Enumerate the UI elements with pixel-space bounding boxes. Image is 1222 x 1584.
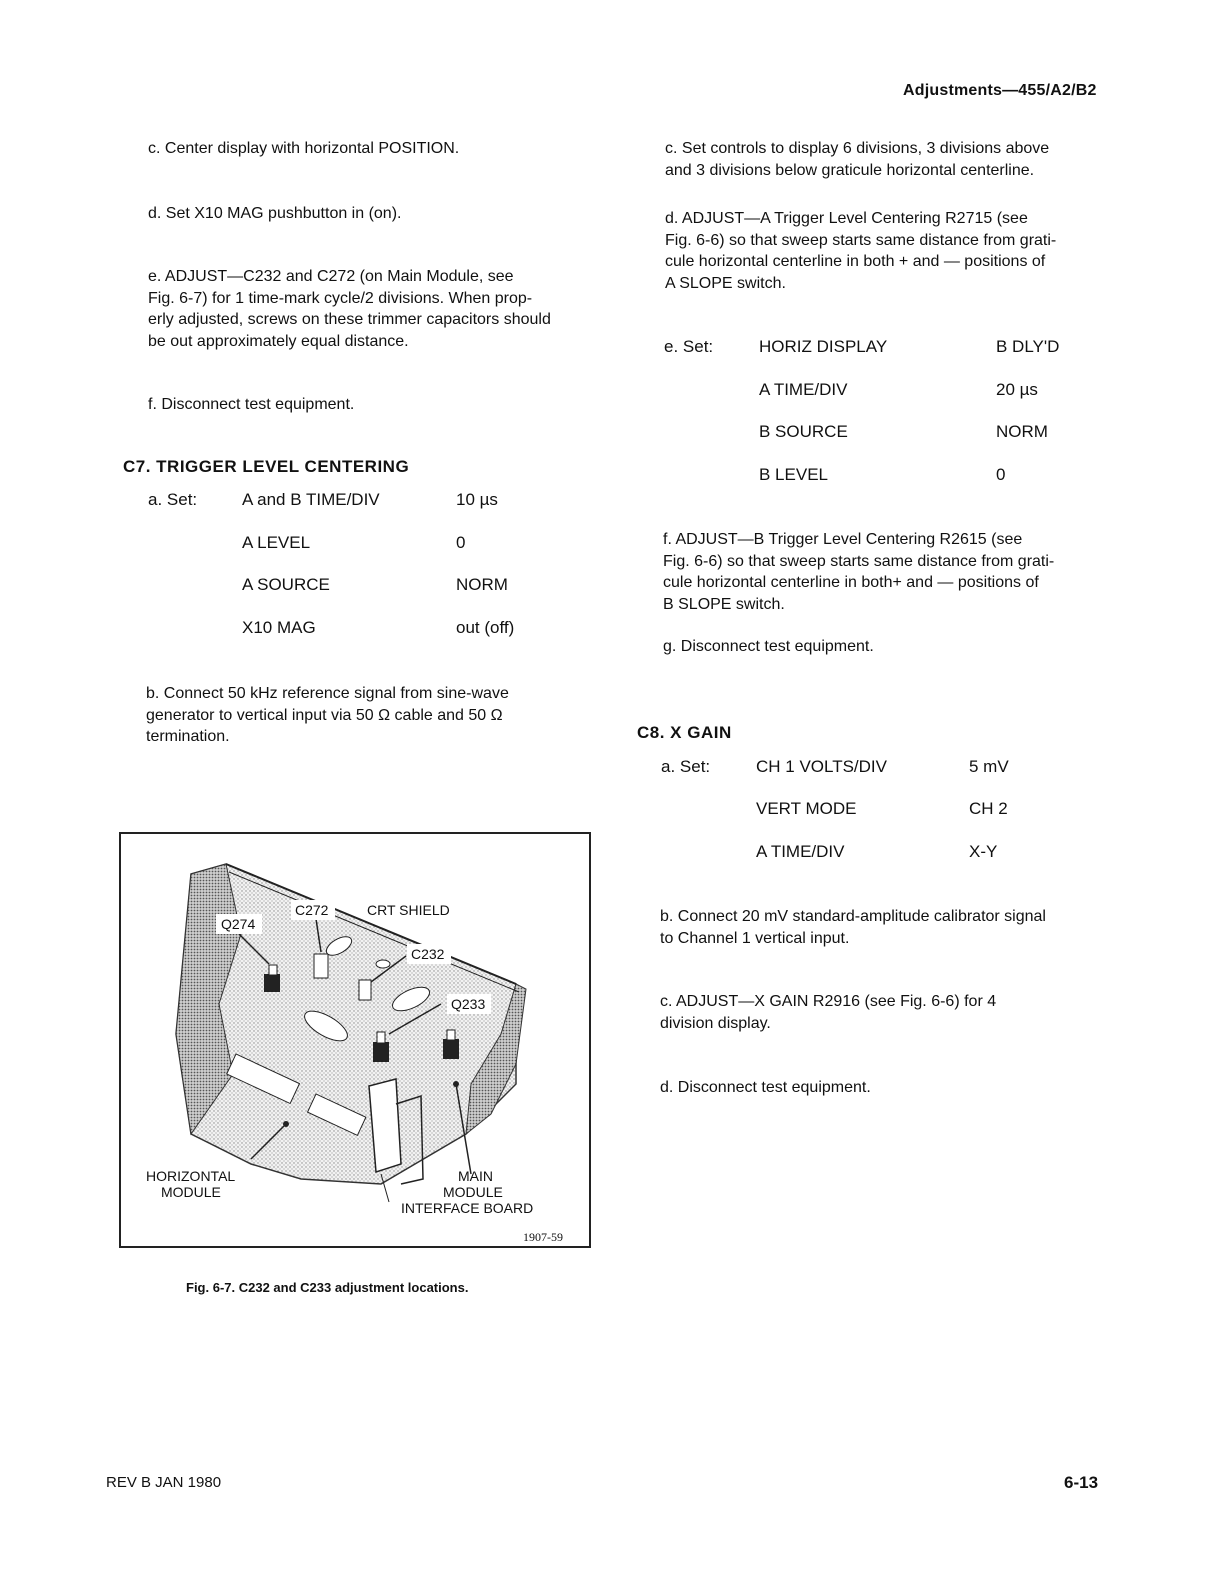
label-module-left: MODULE	[161, 1184, 221, 1200]
page-header: Adjustments—455/A2/B2	[903, 82, 1097, 99]
figure-illustration	[121, 834, 589, 1246]
c8-step-c	[660, 991, 996, 1034]
c8-control-1: VERT MODE	[756, 799, 857, 818]
text-line: Fig. 6-6) so that sweep starts same distance from grati-	[663, 552, 1055, 570]
c8-set-label: a. Set:	[661, 757, 711, 776]
c7-control-3: X10 MAG	[242, 618, 316, 637]
e-control-0: HORIZ DISPLAY	[759, 337, 888, 356]
c8-value-0: 5 mV	[969, 757, 1009, 776]
figure-number: 1907-59	[523, 1230, 563, 1244]
e-control-1: A TIME/DIV	[759, 380, 848, 399]
e-control-3: B LEVEL	[759, 465, 828, 484]
e-control-2: B SOURCE	[759, 422, 848, 441]
label-q274: Q274	[221, 916, 256, 932]
c8-value-1: CH 2	[969, 799, 1008, 818]
label-horizontal: HORIZONTAL	[146, 1168, 236, 1184]
step-f-right	[663, 529, 1054, 615]
text-line: and 3 divisions below graticule horizontal centerline.	[665, 161, 1035, 179]
text-line: d. ADJUST—A Trigger Level Centering R2715 (see	[665, 210, 1028, 227]
step-e-left	[148, 266, 551, 352]
step-d-right	[665, 208, 1056, 294]
text-line: cule horizontal centerline in both + and — positions of	[665, 253, 1046, 270]
label-module-right: MODULE	[443, 1184, 503, 1200]
c7-control-0: A and B TIME/DIV	[242, 490, 380, 509]
c7-step-b	[146, 683, 509, 748]
label-c232: C232	[411, 946, 445, 962]
text-line: e. ADJUST—C232 and C272 (on Main Module, see	[148, 268, 514, 285]
label-c272: C272	[295, 902, 329, 918]
text-line: erly adjusted, screws on these trimmer capacitors should	[148, 311, 551, 328]
label-interface-board: INTERFACE BOARD	[401, 1200, 534, 1216]
step-d-left: d. Set X10 MAG pushbutton in (on).	[148, 205, 402, 222]
label-q233: Q233	[451, 996, 486, 1012]
c8-control-2: A TIME/DIV	[756, 842, 845, 861]
c8-value-2: X-Y	[969, 842, 998, 861]
figure-frame	[119, 832, 591, 1248]
component-c232	[376, 960, 390, 968]
text-line: division display.	[660, 1014, 771, 1032]
section-c7-heading: C7. TRIGGER LEVEL CENTERING	[123, 457, 410, 476]
text-line: generator to vertical input via 50 Ω cable and 50 Ω	[146, 706, 503, 724]
step-c-left: c. Center display with horizontal POSITION.	[148, 140, 460, 157]
e-value-3: 0	[996, 465, 1006, 484]
step-c-right	[665, 138, 1049, 181]
text-line: c. ADJUST—X GAIN R2916 (see Fig. 6-6) for 4	[660, 993, 997, 1010]
text-line: to Channel 1 vertical input.	[660, 929, 850, 947]
e-value-0: B DLY'D	[996, 337, 1060, 356]
c7-control-1: A LEVEL	[242, 533, 311, 552]
c7-value-2: NORM	[456, 575, 508, 594]
c8-step-d: d. Disconnect test equipment.	[660, 1079, 871, 1096]
e-value-1: 20 µs	[996, 380, 1038, 399]
c8-control-0: CH 1 VOLTS/DIV	[756, 757, 887, 776]
text-line: cule horizontal centerline in both+ and — positions of	[663, 574, 1039, 591]
c7-value-0: 10 µs	[456, 490, 498, 509]
c7-control-2: A SOURCE	[242, 575, 330, 594]
text-line: be out approximately equal distance.	[148, 332, 409, 350]
text-line: A SLOPE switch.	[665, 274, 786, 292]
footer-revision: REV B JAN 1980	[106, 1474, 222, 1491]
c7-value-3: out (off)	[456, 618, 515, 637]
label-main: MAIN	[458, 1168, 493, 1184]
c7-value-1: 0	[456, 533, 466, 552]
text-line: f. ADJUST—B Trigger Level Centering R2615 (see	[663, 531, 1023, 548]
c7-set-label: a. Set:	[148, 490, 198, 509]
e-set-label: e. Set:	[664, 337, 714, 356]
text-line: B SLOPE switch.	[663, 595, 785, 613]
text-line: c. Set controls to display 6 divisions, 3 divisions above	[665, 140, 1050, 157]
page-number: 6-13	[1064, 1473, 1099, 1492]
section-c8-heading: C8. X GAIN	[637, 723, 732, 742]
step-f-left: f. Disconnect test equipment.	[148, 396, 355, 413]
text-line: Fig. 6-6) so that sweep starts same distance from grati-	[665, 231, 1057, 249]
e-value-2: NORM	[996, 422, 1048, 441]
text-line: Fig. 6-7) for 1 time-mark cycle/2 divisions. When prop-	[148, 289, 533, 307]
text-line: b. Connect 50 kHz reference signal from sine-wave	[146, 685, 509, 702]
label-crt-shield: CRT SHIELD	[367, 902, 450, 918]
figure-caption: Fig. 6-7. C232 and C233 adjustment locations.	[186, 1280, 469, 1295]
c8-step-b	[660, 906, 1046, 949]
step-g-right: g. Disconnect test equipment.	[663, 638, 874, 655]
text-line: termination.	[146, 728, 230, 745]
text-line: b. Connect 20 mV standard-amplitude calibrator signal	[660, 908, 1046, 925]
